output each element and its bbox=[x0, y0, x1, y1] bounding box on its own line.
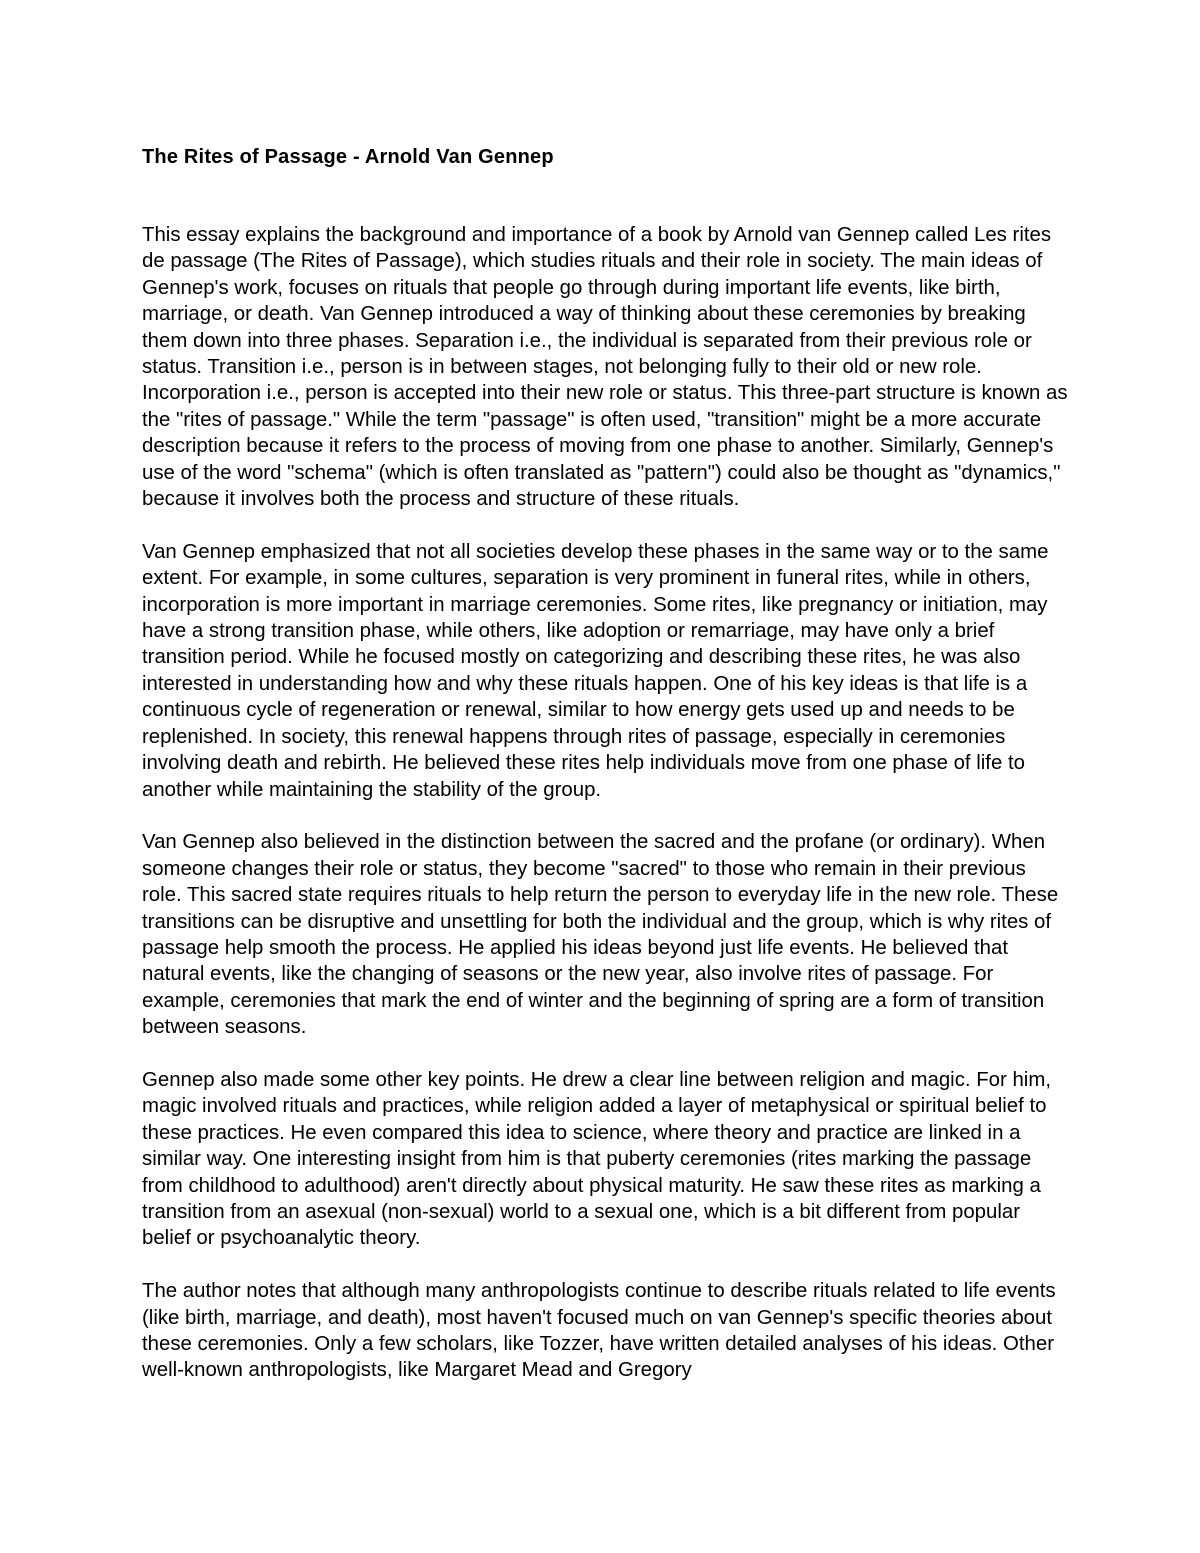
document-title: The Rites of Passage - Arnold Van Gennep bbox=[142, 146, 554, 168]
paragraph-4: Gennep also made some other key points. He drew a clear line between religion and magic. For him, magic involved rituals and practices, while religion added a layer of metaphysical or spiritual belief to these practices. He even compared this idea to science, where theory and practice are linked in a similar way. One interesting insight from him is that puberty ceremonies (rites marking the passage from childhood to adulthood) aren't directly about physical maturity. He saw these rites as marking a transition from an asexual (non-sexual) world to a sexual one, which is a bit different from popular belief or psychoanalytic theory. bbox=[142, 1068, 1051, 1250]
paragraph-2: Van Gennep emphasized that not all societies develop these phases in the same way or to the same extent. For example, in some cultures, separation is very prominent in funeral rites, while in others, incorporation is more important in marriage ceremonies. Some rites, like pregnancy or initiation, may have a strong transition phase, while others, like adoption or remarriage, may have only a brief transition period. While he focused mostly on categorizing and describing these rites, he was also interested in understanding how and why these rituals happen. One of his key ideas is that life is a continuous cycle of regeneration or renewal, similar to how energy gets used up and needs to be replenished. In society, this renewal happens through rites of passage, especially in ceremonies involving death and rebirth. He believed these rites help individuals move from one phase of life to another while maintaining the stability of the group. bbox=[142, 540, 1049, 801]
document-body bbox=[142, 222, 1070, 1384]
document-content bbox=[142, 144, 1070, 1384]
paragraph-3: Van Gennep also believed in the distinction between the sacred and the profane (or ordinary). When someone changes their role or status, they become "sacred" to those who remain in their previous role. This sacred state requires rituals to help return the person to everyday life in the new role. These transitions can be disruptive and unsettling for both the individual and the group, which is why rites of passage help smooth the process. He applied his ideas beyond just life events. He believed that natural events, like the changing of seasons or the new year, also involve rites of passage. For example, ceremonies that mark the end of winter and the beginning of spring are a form of transition between seasons. bbox=[142, 831, 1059, 1039]
paragraph-5: The author notes that although many anthropologists continue to describe rituals related to life events (like birth, marriage, and death), most haven't focused much on van Gennep's specific theories about these ceremonies. Only a few scholars, like Tozzer, have written detailed analyses of his ideas. Other well-known anthropologists, like Margaret Mead and Gregory bbox=[142, 1280, 1056, 1382]
paragraph-1: This essay explains the background and importance of a book by Arnold van Gennep called Les rites de passage (The Rites of Passage), which studies rituals and their role in society. The main ideas of Gennep's work, focuses on rituals that people go through during important life events, like birth, marriage, or death. Van Gennep introduced a way of thinking about these ceremonies by breaking them down into three phases. Separation i.e., the individual is separated from their previous role or status. Transition i.e., person is in between stages, not belonging fully to their old or new role. Incorporation i.e., person is accepted into their new role or status. This three-part structure is known as the "rites of passage." While the term "passage" is often used, "transition" might be a more accurate description because it refers to the process of moving from one phase to another. Similarly, Gennep's use of the word "schema" (which is often translated as "pattern") could also be thought as "dynamics," because it involves both the process and structure of these rituals. bbox=[142, 224, 1068, 511]
